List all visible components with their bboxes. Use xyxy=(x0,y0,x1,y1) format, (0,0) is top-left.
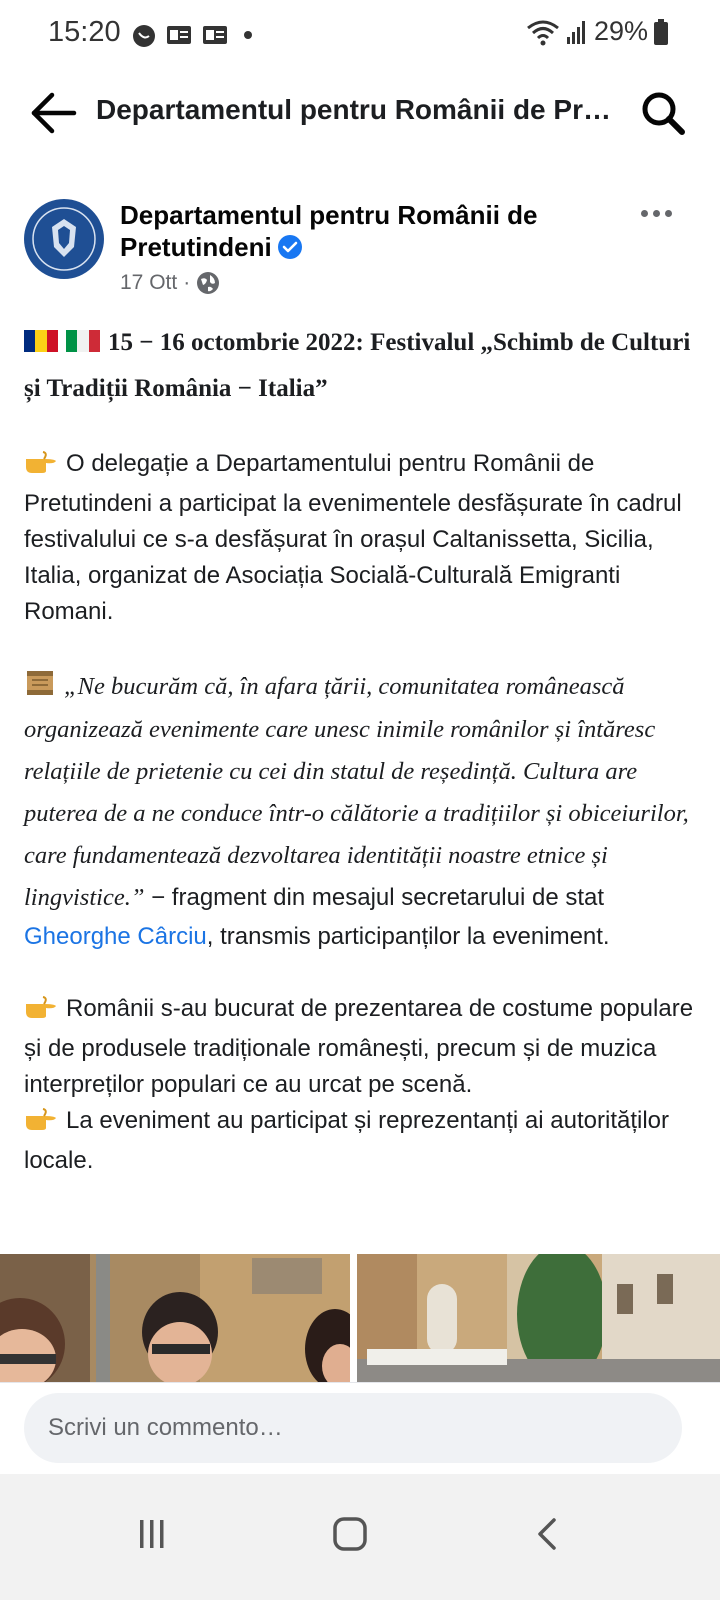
dot-icon xyxy=(243,30,253,40)
globe-icon xyxy=(196,271,220,295)
page-name-text[interactable]: Departamentul pentru Românii de Pretutindeni xyxy=(120,200,538,262)
home-icon[interactable] xyxy=(320,1504,380,1564)
post-body xyxy=(24,322,698,1179)
photo-street[interactable] xyxy=(357,1254,720,1382)
status-time: 15:20 xyxy=(48,16,121,48)
more-dot xyxy=(641,210,648,217)
pointing-hand-icon xyxy=(24,1106,58,1143)
post-photos xyxy=(0,1254,720,1382)
post-headline xyxy=(24,322,698,410)
post-paragraph-1 xyxy=(24,446,698,630)
arrow-left-icon[interactable] xyxy=(30,90,78,136)
more-options-button[interactable] xyxy=(636,203,676,223)
post-quote-block xyxy=(24,666,698,955)
google-news-icon xyxy=(166,24,192,46)
italy-flag-icon xyxy=(66,326,100,368)
comment-input[interactable]: Scrivi un commento… xyxy=(24,1393,682,1463)
page-name[interactable] xyxy=(120,199,620,263)
avatar[interactable] xyxy=(24,199,104,279)
google-news-icon xyxy=(202,24,228,46)
post-header xyxy=(0,195,720,305)
pointing-hand-icon xyxy=(24,994,58,1031)
app-header xyxy=(0,72,720,152)
comment-bar xyxy=(0,1382,720,1475)
post-date[interactable]: 17 Ott xyxy=(120,271,178,294)
status-right xyxy=(526,16,668,47)
quote-suffix-1: − fragment din mesajul secretarului de stat xyxy=(144,884,605,911)
post-paragraph-3 xyxy=(24,1103,698,1179)
more-dot xyxy=(653,210,660,217)
government-seal-icon xyxy=(24,199,104,279)
paragraph-2-text: Românii s-au bucurat de prezentarea de costume populare și de produsele tradiționale românești, precum și de muzica interpreților populari ce au urcat pe scenă. xyxy=(24,995,694,1098)
pointing-hand-icon xyxy=(24,449,58,486)
battery-icon xyxy=(654,19,668,45)
battery-percent: 29% xyxy=(593,16,648,46)
verified-badge-icon xyxy=(278,235,302,259)
header-title: Departamentul pentru Românii de Pr… xyxy=(96,94,611,125)
post-paragraph-2 xyxy=(24,991,698,1103)
recent-apps-icon[interactable] xyxy=(122,1504,182,1564)
scroll-icon xyxy=(24,668,56,709)
back-icon[interactable] xyxy=(518,1504,578,1564)
wifi-icon xyxy=(526,18,560,46)
romania-flag-icon xyxy=(24,326,58,368)
photo-street-image xyxy=(357,1254,720,1382)
post-meta xyxy=(120,271,220,295)
search-icon[interactable] xyxy=(640,90,686,136)
photo-people-image xyxy=(0,1254,350,1382)
headline-text: 15 − 16 octombrie 2022: Festivalul „Schimb de Culturi și Tradiții România − Italia” xyxy=(24,329,691,402)
signal-icon xyxy=(566,19,588,45)
more-dot xyxy=(665,210,672,217)
paragraph-3-text: La eveniment au participat și reprezentanți ai autorităților locale. xyxy=(24,1107,669,1174)
person-link[interactable]: Gheorghe Cârciu xyxy=(24,923,207,950)
status-bar xyxy=(0,0,720,72)
quote-suffix-2: , transmis participanților la eveniment. xyxy=(206,923,610,950)
quote-text: „Ne bucurăm că, în afara țării, comunitatea românească organizează evenimente care unesc inimile românilor și întăresc relațiile de prietenie cu cei din statul de reședință. Cultura are puterea de a ne conduce într-o călătorie a tradițiilor și obiceiurilor, care fundamentează dezvoltarea identității noastre etnice și lingvistice.” xyxy=(24,673,689,911)
paragraph-1-text: O delegație a Departamentului pentru Românii de Pretutindeni a participat la evenimentele desfășurate în cadrul festivalului ce s-a desfășurat în orașul Caltanissetta, Sicilia, Italia, organizat de Asociația Socială-Culturală Emigranti Romani. xyxy=(24,450,682,625)
meta-separator: · xyxy=(183,271,191,294)
photo-people[interactable] xyxy=(0,1254,350,1382)
whatsapp-icon xyxy=(132,24,156,48)
system-nav-bar xyxy=(0,1474,720,1600)
